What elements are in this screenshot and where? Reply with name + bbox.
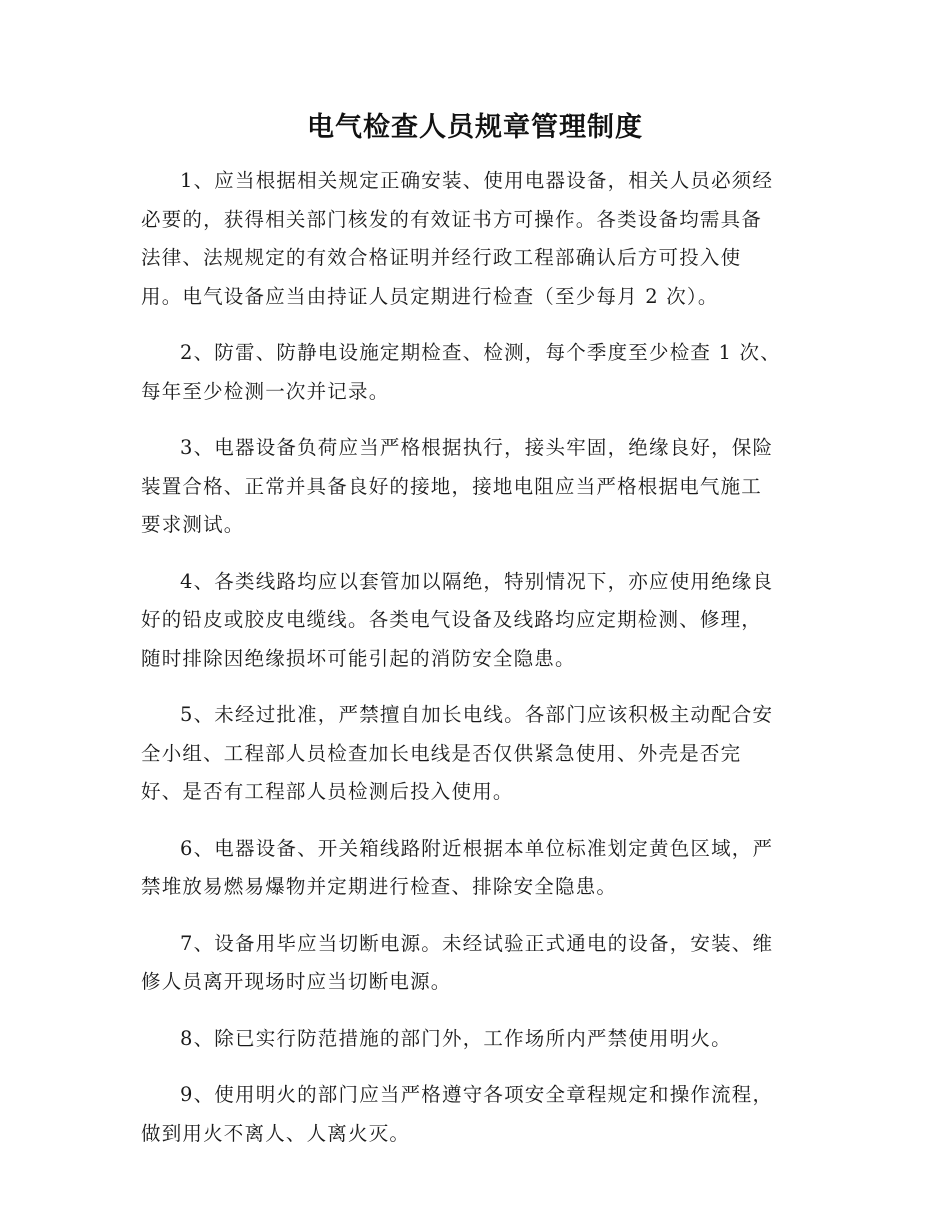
paragraph-5	[141, 696, 809, 812]
paragraph-line: 7、设备用毕应当切断电源。未经试验正式通电的设备，安装、维	[180, 931, 774, 955]
paragraph-line: 必要的，获得相关部门核发的有效证书方可操作。各类设备均需具备	[141, 207, 763, 231]
paragraph-line: 禁堆放易燃易爆物并定期进行检查、排除安全隐患。	[141, 875, 618, 898]
paragraph-3	[141, 429, 809, 545]
paragraph-line: 2、防雷、防静电设施定期检查、检测，每个季度至少检查 1 次、	[180, 341, 781, 364]
paragraph-line: 好、是否有工程部人员检测后投入使用。	[141, 780, 514, 803]
paragraph-line: 修人员离开现场时应当切断电源。	[141, 970, 452, 993]
paragraph-line: 用。电气设备应当由持证人员定期进行检查（至少每月 2 次）。	[141, 284, 719, 308]
paragraph-line: 4、各类线路均应以套管加以隔绝，特别情况下，亦应使用绝缘良	[180, 569, 774, 593]
paragraph-2	[141, 334, 809, 411]
paragraph-line: 8、除已实行防范措施的部门外，工作场所内严禁使用明火。	[180, 1026, 732, 1050]
paragraph-line: 每年至少检测一次并记录。	[141, 379, 390, 403]
paragraph-line: 3、电器设备负荷应当严格根据执行，接头牢固，绝缘良好，保险	[180, 436, 774, 459]
paragraph-line: 6、电器设备、开关箱线路附近根据本单位标准划定黄色区域，严	[180, 836, 774, 860]
paragraph-1	[141, 162, 809, 316]
paragraph-7	[141, 925, 809, 1002]
paragraph-line: 要求测试。	[141, 513, 245, 536]
paragraph-line: 做到用火不离人、人离火灭。	[141, 1121, 411, 1145]
paragraph-line: 5、未经过批准，严禁擅自加长电线。各部门应该积极主动配合安	[180, 703, 774, 726]
document-body	[141, 162, 809, 1171]
paragraph-line: 9、使用明火的部门应当严格遵守各项安全章程规定和操作流程，	[180, 1083, 774, 1106]
paragraph-line: 好的铅皮或胶皮电缆线。各类电气设备及线路均应定期检测、修理，	[141, 608, 763, 631]
paragraph-line: 法律、法规规定的有效合格证明并经行政工程部确认后方可投入使	[141, 246, 742, 269]
paragraph-4	[141, 563, 809, 679]
document-title: 电气检查人员规章管理制度	[307, 112, 643, 143]
paragraph-line: 1、应当根据相关规定正确安装、使用电器设备，相关人员必须经	[180, 169, 774, 192]
paragraph-line: 随时排除因绝缘损坏可能引起的消防安全隐患。	[141, 646, 576, 670]
paragraph-line: 全小组、工程部人员检查加长电线是否仅供紧急使用、外壳是否完	[141, 741, 742, 765]
paragraph-9	[141, 1076, 809, 1153]
paragraph-6	[141, 830, 809, 907]
paragraph-8	[141, 1020, 809, 1059]
paragraph-line: 装置合格、正常并具备良好的接地，接地电阻应当严格根据电气施工	[141, 474, 763, 498]
